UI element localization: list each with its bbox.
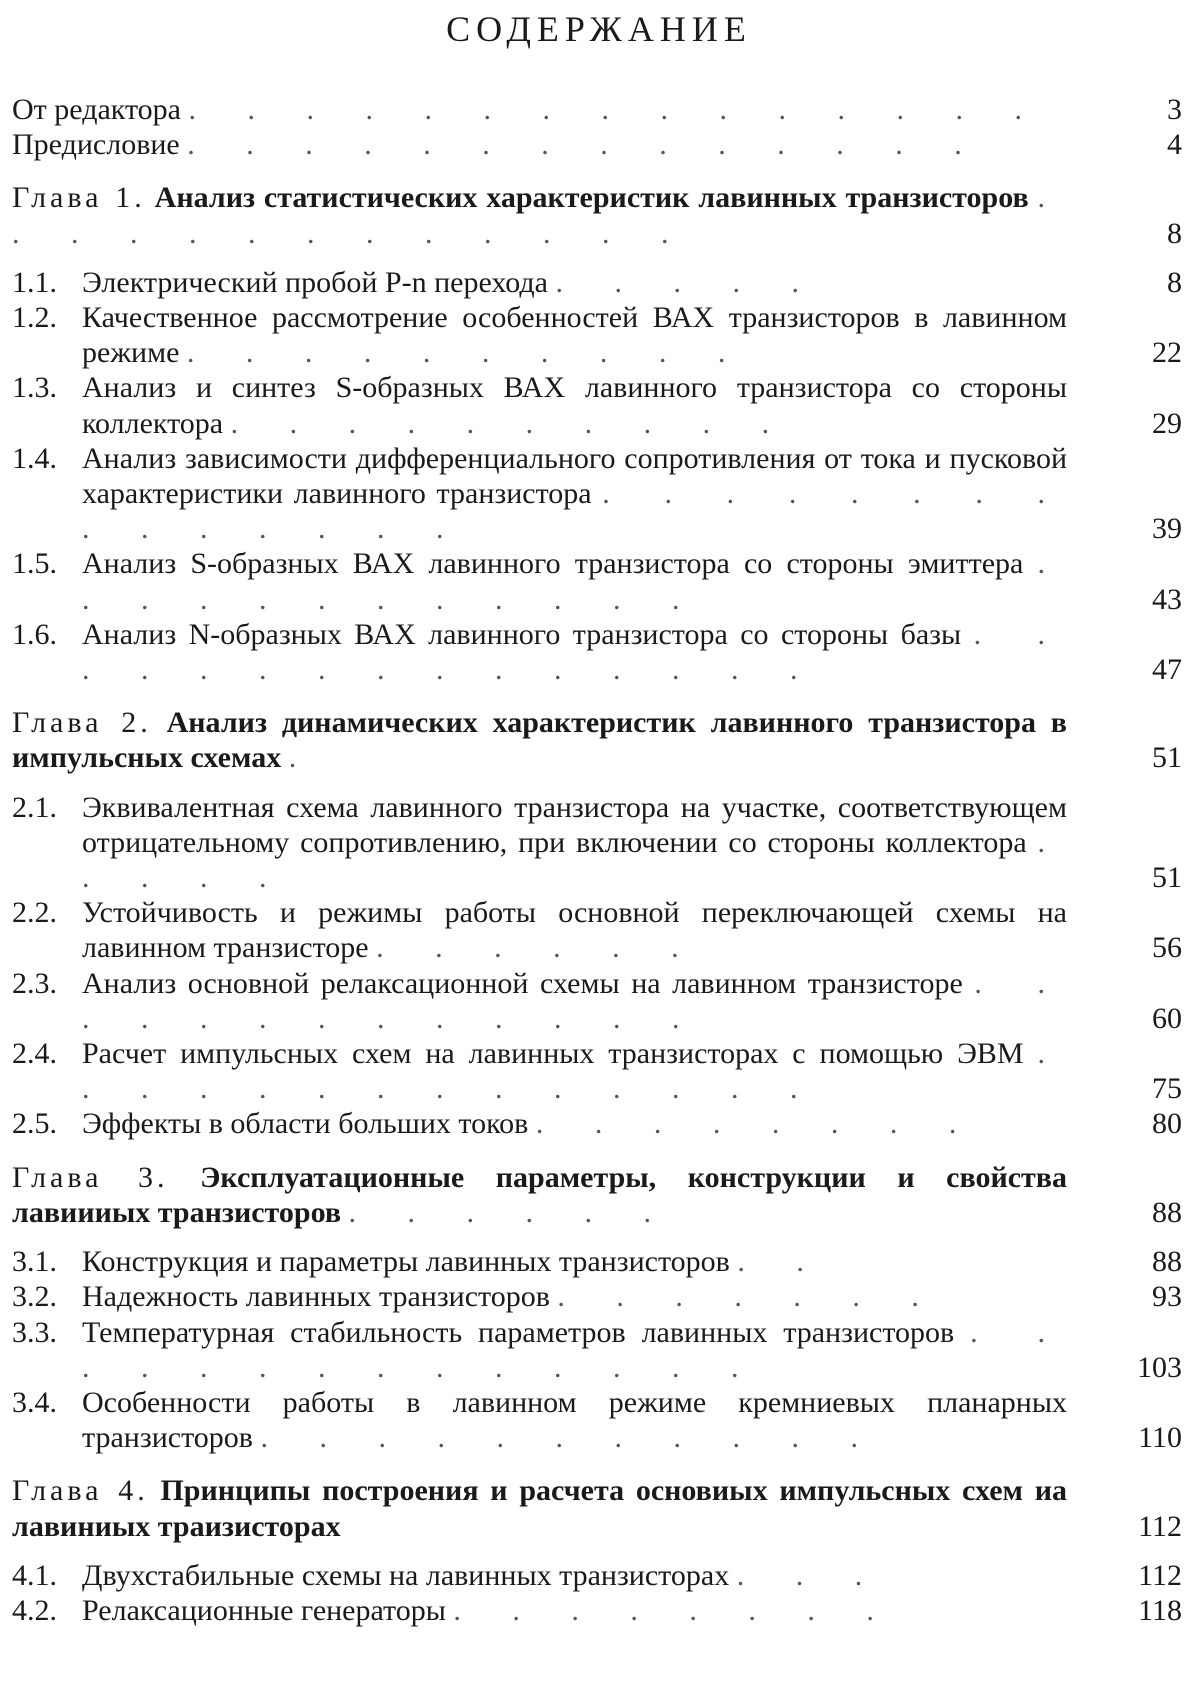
entry-page: 60	[1152, 1001, 1182, 1035]
entry-page: 118	[1138, 1593, 1182, 1627]
entry-page: 51	[1152, 861, 1182, 895]
toc-entry-1-1[interactable]: 1.1. Электрический пробой P-n перехода . . . . . 8	[12, 265, 1182, 299]
entry-text: Устойчивость и режимы работы основной переключающей схемы на лавинном транзисторе	[82, 896, 1067, 965]
chapter-heading: Анализ статистических характеристик лавинных транзисторов	[154, 181, 1029, 215]
table-of-contents	[12, 92, 1182, 1628]
entry-number: 2.3.	[12, 966, 57, 1000]
entry-page: 47	[1152, 653, 1182, 687]
entry-number: 1.5.	[12, 547, 57, 581]
chapter-heading: Анализ динамических характеристик лавинного транзистора в импульсных схемах	[12, 706, 1067, 775]
entry-text: Двухстабильные схемы на лавинных транзисторах	[82, 1558, 730, 1592]
entry-page: 22	[1152, 336, 1182, 370]
entry-number: 1.4.	[12, 441, 57, 475]
entry-text: Анализ N-образных ВАХ лавинного транзистора со стороны базы	[82, 617, 962, 651]
page-title: СОДЕРЖАНИЕ	[446, 9, 752, 49]
toc-entry-1-6[interactable]: 1.6. Анализ N-образных ВАХ лавинного транзистора со стороны базы . . . . . . . . . . . . . . . 47	[12, 617, 1182, 687]
entry-number: 3.2.	[12, 1280, 57, 1314]
entry-number: 2.2.	[12, 896, 57, 930]
chapter-label: Глава 4.	[12, 1474, 149, 1508]
entry-number: 1.3.	[12, 371, 57, 405]
entry-number: 3.1.	[12, 1245, 57, 1279]
toc-entry-3-4[interactable]: 3.4. Особенности работы в лавинном режиме кремниевых планарных транзисторов . . . . . . . . . . . 110	[12, 1385, 1182, 1455]
toc-chapter-2[interactable]: Глава 2. Анализ динамических характеристик лавинного транзистора в импульсных схемах . 51	[12, 706, 1182, 775]
chapter-label: Глава 1.	[12, 181, 146, 215]
toc-chapter-1[interactable]: Глава 1. Анализ статистических характеристик лавинных транзисторов . . . . . . . . . . . . . 8	[12, 181, 1182, 250]
entry-text: Особенности работы в лавинном режиме кремниевых планарных транзисторов	[82, 1385, 1067, 1455]
toc-chapter-4[interactable]	[12, 1473, 1182, 1543]
entry-page: 8	[1167, 216, 1182, 250]
toc-entry-3-1[interactable]: 3.1. Конструкция и параметры лавинных транзисторов . . 88	[12, 1245, 1182, 1279]
entry-text: Анализ и синтез S-образных ВАХ лавинного транзистора со стороны коллектора	[82, 371, 1067, 440]
toc-entry-1-3[interactable]: 1.3. Анализ и синтез S-образных ВАХ лавинного транзистора со стороны коллектора . . . . . . . . . . 29	[12, 371, 1182, 440]
toc-entry-preface[interactable]: Предисловие . . . . . . . . . . . . . . 4	[12, 128, 1182, 162]
entry-page: 75	[1152, 1072, 1182, 1106]
toc-entry-2-4[interactable]: 2.4. Расчет импульсных схем на лавинных транзисторах с помощью ЭВМ . . . . . . . . . . . . . . 75	[12, 1037, 1182, 1106]
toc-entry-4-2[interactable]: 4.2. Релаксационные генераторы . . . . . . . . 118	[12, 1593, 1182, 1627]
toc-entry-editor[interactable]: От редактора . . . . . . . . . . . . . . . 3	[12, 93, 1182, 126]
entry-number: 2.4.	[12, 1037, 57, 1071]
entry-page: 103	[1137, 1350, 1182, 1384]
toc-entry-1-2[interactable]: 1.2. Качественное рассмотрение особенностей ВАХ транзисторов в лавинном режиме . . . . . . . . . . 22	[12, 301, 1182, 370]
toc-entry-3-2[interactable]: 3.2. Надежность лавинных транзисторов . . . . . . . 93	[12, 1280, 1182, 1314]
entry-page: 43	[1152, 582, 1182, 616]
entry-page: 80	[1152, 1107, 1182, 1141]
entry-page: 39	[1152, 512, 1182, 546]
chapter-heading: Эксплуатационные параметры, конструкции и свойства лавиииых транзисторов	[12, 1160, 1067, 1229]
entry-page: 4	[1167, 128, 1182, 162]
entry-text: Анализ основной релаксационной схемы на лавинном транзисторе	[82, 966, 963, 1000]
entry-text: Надежность лавинных транзисторов	[82, 1280, 550, 1314]
entry-text: Анализ S-образных ВАХ лавинного транзистора со стороны эмиттера	[82, 547, 1024, 581]
entry-text: Расчет импульсных схем на лавинных транзисторах с помощью ЭВМ	[82, 1037, 1024, 1071]
entry-page: 112	[1138, 1558, 1182, 1592]
entry-number: 3.3.	[12, 1315, 57, 1349]
entry-number: 4.1.	[12, 1558, 57, 1592]
entry-number: 4.2.	[12, 1593, 57, 1627]
toc-chapter-3[interactable]: Глава 3. Эксплуатационные параметры, конструкции и свойства лавиииых транзисторов . . . . . . 88	[12, 1160, 1182, 1229]
entry-page: 3	[1167, 93, 1182, 126]
entry-number: 1.6.	[12, 617, 57, 651]
entry-page: 110	[1138, 1421, 1182, 1455]
chapter-label: Глава 3.	[12, 1160, 169, 1194]
toc-entry-3-3[interactable]: 3.3. Температурная стабильность параметров лавинных транзисторов . . . . . . . . . . . . . . 103	[12, 1315, 1182, 1384]
entry-text: Эффекты в области больших токов	[82, 1107, 529, 1141]
chapter-heading: Принципы построения и расчета основиых импульсных схем иа лавиниых траизисторах	[12, 1474, 1067, 1543]
toc-entry-2-5[interactable]: 2.5. Эффекты в области больших токов . . . . . . . . 80	[12, 1107, 1182, 1141]
entry-page: 56	[1152, 931, 1182, 965]
entry-page: 51	[1152, 741, 1182, 775]
entry-page: 88	[1152, 1245, 1182, 1279]
toc-entry-2-1[interactable]: 2.1. Эквивалентная схема лавинного транзистора на участке, соответствующем отрицательному сопротивлению, при включении со стороны коллектора . . . . . 51	[12, 790, 1182, 895]
toc-entry-1-5[interactable]: 1.5. Анализ S-образных ВАХ лавинного транзистора со стороны эмиттера . . . . . . . . . . . . 43	[12, 547, 1182, 616]
entry-text: Предисловие	[12, 128, 180, 162]
entry-number: 3.4.	[12, 1385, 57, 1419]
entry-text: Анализ зависимости дифференциального сопротивления от тока и пусковой характеристики лавинного транзистора	[82, 441, 1067, 511]
entry-text: Температурная стабильность параметров лавинных транзисторов	[82, 1315, 955, 1349]
entry-number: 1.2.	[12, 301, 57, 335]
entry-page: 93	[1152, 1280, 1182, 1314]
entry-text: Качественное рассмотрение особенностей ВАХ транзисторов в лавинном режиме	[82, 301, 1067, 370]
entry-text: Электрический пробой P-n перехода	[82, 265, 548, 299]
chapter-label: Глава 2.	[12, 706, 152, 740]
toc-entry-2-3[interactable]: 2.3. Анализ основной релаксационной схемы на лавинном транзисторе . . . . . . . . . . . . . 60	[12, 966, 1182, 1035]
entry-page: 8	[1167, 265, 1182, 299]
entry-number: 2.5.	[12, 1107, 57, 1141]
toc-entry-2-2[interactable]: 2.2. Устойчивость и режимы работы основной переключающей схемы на лавинном транзисторе . . . . . . 56	[12, 896, 1182, 965]
entry-page: 88	[1152, 1195, 1182, 1229]
toc-entry-4-1[interactable]: 4.1. Двухстабильные схемы на лавинных транзисторах . . . 112	[12, 1558, 1182, 1592]
entry-text: От редактора	[12, 93, 181, 126]
entry-number: 2.1.	[12, 790, 57, 824]
entry-text: Конструкция и параметры лавинных транзисторов	[82, 1245, 730, 1279]
toc-entry-1-4[interactable]: 1.4. Анализ зависимости дифференциального сопротивления от тока и пусковой характеристики лавинного транзистора . . . . . . . . . . . . . . . 39	[12, 441, 1182, 546]
entry-text: Эквивалентная схема лавинного транзистора на участке, соответствующем отрицательному сопротивлению, при включении со стороны коллектора	[82, 790, 1067, 859]
entry-page: 112	[1138, 1509, 1182, 1543]
entry-page: 29	[1152, 406, 1182, 440]
entry-number: 1.1.	[12, 265, 57, 299]
entry-text: Релаксационные генераторы	[82, 1593, 446, 1627]
